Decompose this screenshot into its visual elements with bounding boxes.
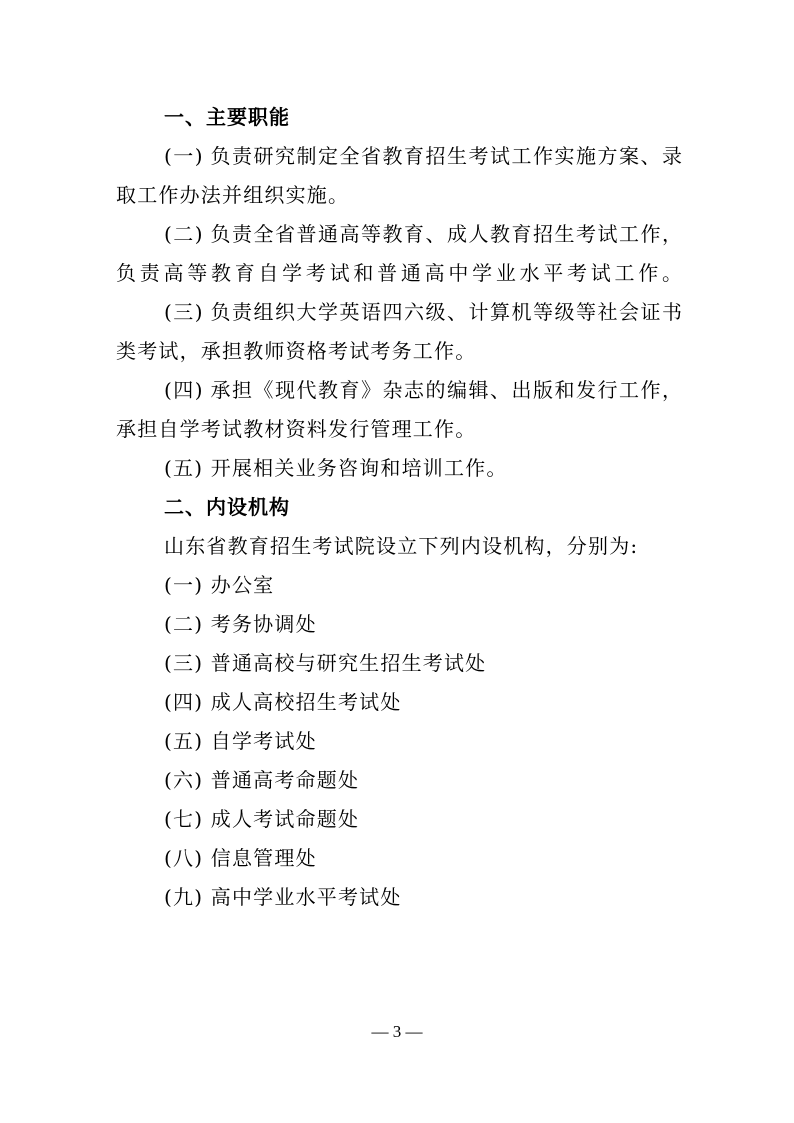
list-item: (八) 信息管理处 — [164, 846, 317, 870]
paragraph-line: (三) 负责组织大学英语四六级、计算机等级等社会证书 — [164, 300, 682, 324]
paragraph-line: 类考试，承担教师资格考试考务工作。 — [116, 339, 477, 363]
paragraph-line: 取工作办法并组织实施。 — [116, 183, 350, 207]
list-item: (四) 成人高校招生考试处 — [164, 690, 402, 714]
list-item: (三) 普通高校与研究生招生考试处 — [164, 651, 487, 675]
paragraph-line: (四) 承担《现代教育》杂志的编辑、出版和发行工作， — [164, 378, 682, 402]
list-item: (七) 成人考试命题处 — [164, 807, 360, 831]
section-heading-internal-departments: 二、内设机构 — [164, 495, 290, 519]
list-item: (一) 办公室 — [164, 573, 275, 597]
section-heading-main-functions: 一、主要职能 — [164, 105, 290, 129]
paragraph-line: (五) 开展相关业务咨询和培训工作。 — [164, 456, 508, 480]
list-item: (九) 高中学业水平考试处 — [164, 885, 402, 909]
list-item: (二) 考务协调处 — [164, 612, 317, 636]
section-intro: 山东省教育招生考试院设立下列内设机构，分别为: — [164, 534, 639, 558]
document-body — [116, 98, 682, 917]
list-item: (六) 普通高考命题处 — [164, 768, 360, 792]
paragraph-line: 负责高等教育自学考试和普通高中学业水平考试工作。 — [116, 261, 682, 285]
paragraph-line: 承担自学考试教材资料发行管理工作。 — [116, 417, 477, 441]
paragraph-line: (一) 负责研究制定全省教育招生考试工作实施方案、录 — [164, 144, 682, 168]
page-number: — 3 — — [371, 1022, 423, 1041]
list-item: (五) 自学考试处 — [164, 729, 317, 753]
paragraph-line: (二) 负责全省普通高等教育、成人教育招生考试工作， — [164, 222, 682, 246]
